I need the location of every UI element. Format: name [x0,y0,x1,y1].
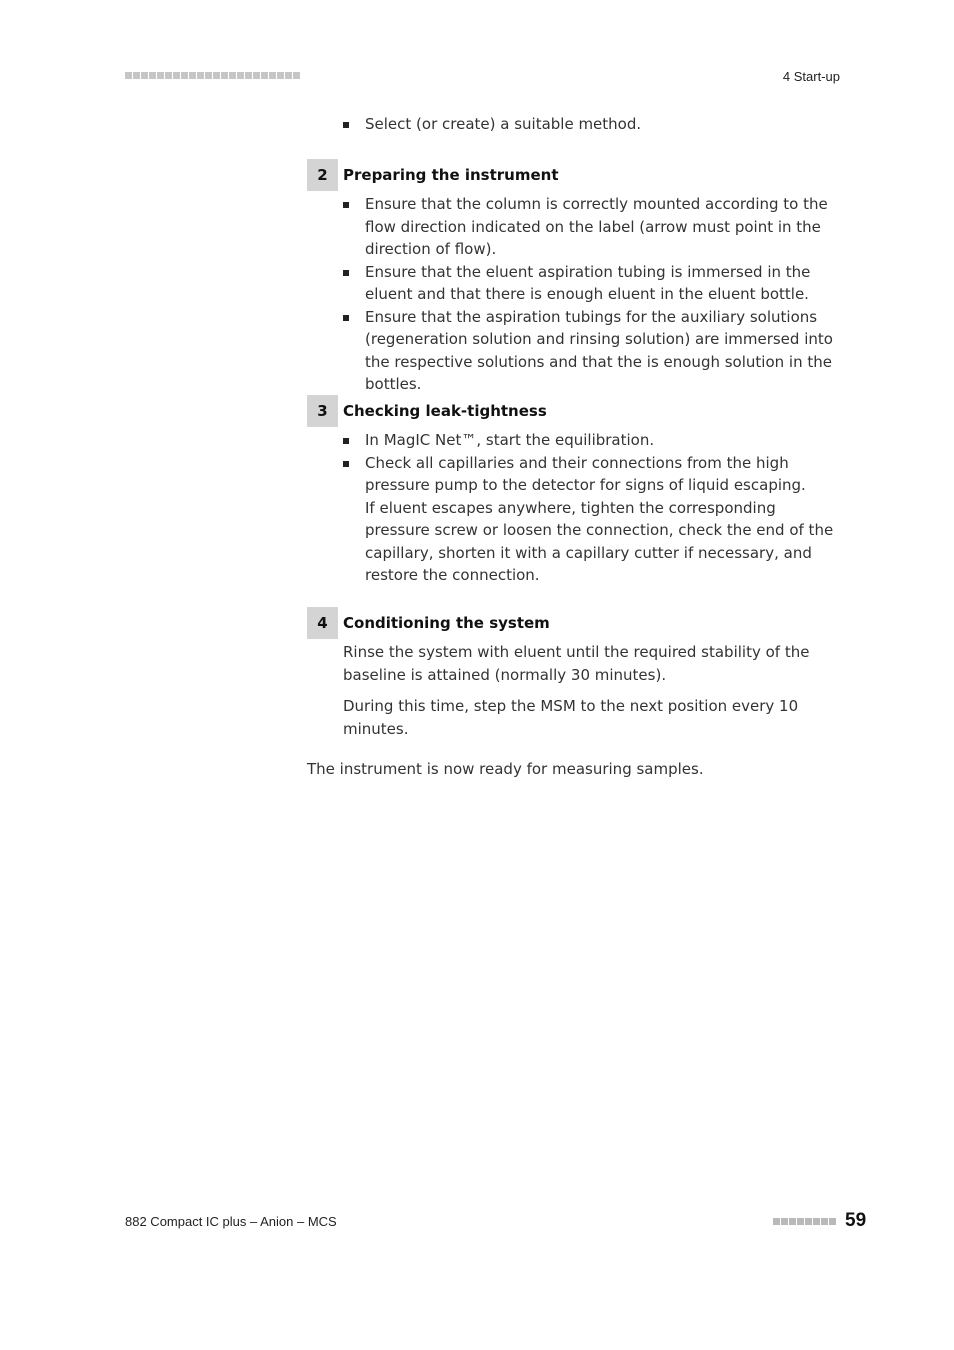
list-item [343,452,843,587]
list-item-text: Check all capillaries and their connections from the high pressure pump to the detector for signs of liquid escaping. [365,453,806,494]
intro-list [343,113,843,136]
list-item: Select (or create) a suitable method. [343,113,843,136]
step-body [343,429,843,587]
footer-decoration [773,1218,836,1225]
step-2 [307,159,843,396]
step-heading [307,159,843,191]
step-heading [307,395,843,427]
closing-paragraph: The instrument is now ready for measuring samples. [307,760,704,778]
step-number: 3 [307,395,338,427]
step-number: 4 [307,607,338,639]
list-item: Ensure that the aspiration tubings for the auxiliary solutions (regeneration solution and rinsing solution) are immersed into the respective solutions and that the is enough solution in the bottles. [343,306,843,396]
paragraph: During this time, step the MSM to the next position every 10 minutes. [343,697,799,738]
list-item-continuation: If eluent escapes anywhere, tighten the corresponding pressure screw or loosen the connection, check the end of the capillary, shorten it with a capillary cutter if necessary, and restore the connection. [365,498,834,584]
step-title: Preparing the instrument [343,166,559,184]
step-body [343,193,843,396]
paragraph: Rinse the system with eluent until the required stability of the baseline is attained (normally 30 minutes). [343,643,810,684]
header-decoration [125,72,300,79]
step-4 [307,607,843,740]
step-heading [307,607,843,639]
step-title: Conditioning the system [343,614,550,632]
list-item: In MagIC Net™, start the equilibration. [343,429,843,452]
step-number: 2 [307,159,338,191]
list-item: Ensure that the eluent aspiration tubing is immersed in the eluent and that there is enough eluent in the eluent bottle. [343,261,843,306]
footer-document-title: 882 Compact IC plus – Anion – MCS [125,1214,337,1229]
step-title: Checking leak-tightness [343,402,547,420]
step-body [343,641,843,740]
step-3 [307,395,843,587]
list-item: Ensure that the column is correctly mounted according to the flow direction indicated on the label (arrow must point in the direction of flow). [343,193,843,261]
header-section-title: 4 Start-up [782,69,840,84]
page-number: 59 [845,1210,867,1231]
